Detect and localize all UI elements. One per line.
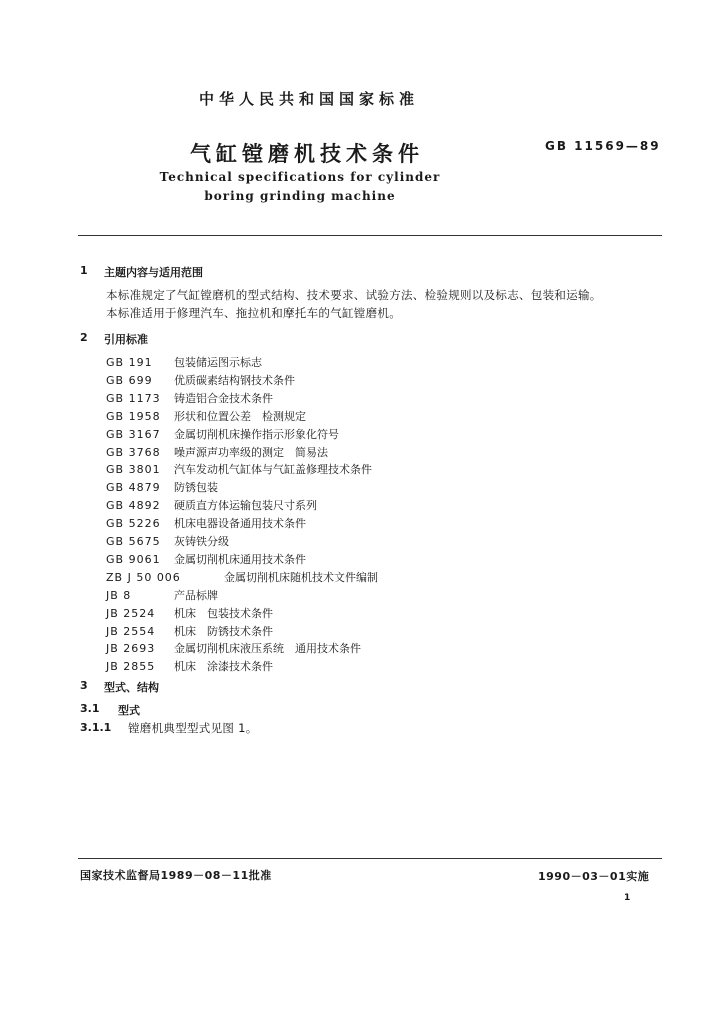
reference-code: GB 3768 bbox=[106, 445, 161, 459]
section-3-1-number: 3.1 bbox=[80, 702, 100, 715]
reference-code: GB 3801 bbox=[106, 463, 161, 477]
reference-item bbox=[106, 640, 361, 656]
section-1-title: 主题内容与适用范围 bbox=[104, 266, 203, 279]
document-title: 气缸镗磨机技术条件 bbox=[190, 142, 424, 166]
reference-code: GB 4892 bbox=[106, 499, 161, 513]
reference-code: GB 3167 bbox=[106, 427, 161, 441]
section-3-1-title: 型式 bbox=[118, 704, 140, 717]
reference-item bbox=[106, 426, 339, 442]
section-1-paragraph-1: 本标准规定了气缸镗磨机的型式结构、技术要求、试验方法、检验规则以及标志、包装和运输。 bbox=[106, 288, 602, 302]
reference-item bbox=[106, 372, 295, 388]
footer-divider bbox=[78, 858, 662, 859]
reference-title: 噪声源声功率级的测定 简易法 bbox=[174, 445, 328, 459]
reference-code: JB 2855 bbox=[106, 660, 156, 674]
reference-title: 金属切削机床通用技术条件 bbox=[174, 552, 306, 566]
effective-date: 1990－03－01实施 bbox=[538, 870, 650, 883]
section-1-number: 1 bbox=[80, 264, 88, 277]
reference-title: 汽车发动机气缸体与气缸盖修理技术条件 bbox=[174, 463, 372, 477]
reference-code: JB 2693 bbox=[106, 642, 156, 656]
reference-code: ZB J 50 006 bbox=[106, 570, 181, 584]
reference-title: 包装储运图示标志 bbox=[174, 356, 262, 369]
issuing-authority-heading: 中华人民共和国国家标准 bbox=[198, 90, 419, 108]
reference-item bbox=[106, 533, 229, 549]
reference-title: 形状和位置公差 检测规定 bbox=[174, 409, 306, 423]
reference-item bbox=[106, 569, 378, 585]
reference-title: 产品标牌 bbox=[174, 588, 218, 602]
reference-item bbox=[106, 551, 306, 567]
reference-title: 金属切削机床液压系统 通用技术条件 bbox=[174, 642, 361, 656]
reference-item bbox=[106, 408, 306, 424]
reference-title: 机床 防锈技术条件 bbox=[174, 624, 273, 638]
reference-code: JB 2554 bbox=[106, 624, 156, 638]
reference-title: 防锈包装 bbox=[174, 481, 218, 495]
reference-item bbox=[106, 658, 273, 674]
reference-code: GB 5226 bbox=[106, 517, 161, 531]
reference-title: 硬质直方体运输包装尺寸系列 bbox=[174, 499, 317, 513]
reference-title: 机床 包装技术条件 bbox=[174, 606, 273, 620]
reference-code: GB 1173 bbox=[106, 391, 161, 405]
header-divider bbox=[78, 235, 662, 236]
section-2-title: 引用标准 bbox=[104, 333, 148, 346]
reference-item bbox=[106, 605, 273, 621]
reference-code: GB 9061 bbox=[106, 552, 161, 566]
section-3-title: 型式、结构 bbox=[104, 681, 159, 694]
section-3-1-1-text: 镗磨机典型型式见图 1。 bbox=[128, 721, 258, 735]
reference-item bbox=[106, 497, 317, 513]
reference-title: 金属切削机床操作指示形象化符号 bbox=[174, 427, 339, 441]
reference-code: GB 1958 bbox=[106, 409, 161, 423]
reference-code: GB 4879 bbox=[106, 481, 161, 495]
reference-title: 铸造铝合金技术条件 bbox=[174, 391, 273, 405]
reference-title: 机床 涂漆技术条件 bbox=[174, 660, 273, 674]
reference-code: GB 191 bbox=[106, 356, 153, 369]
reference-code: GB 5675 bbox=[106, 535, 161, 548]
reference-title: 金属切削机床随机技术文件编制 bbox=[224, 570, 378, 584]
section-2-number: 2 bbox=[80, 331, 88, 344]
section-3-1-1-number: 3.1.1 bbox=[80, 721, 112, 734]
reference-item bbox=[106, 390, 273, 406]
reference-item bbox=[106, 587, 218, 603]
english-title-line-2: boring grinding machine bbox=[204, 189, 396, 203]
reference-item bbox=[106, 461, 372, 477]
reference-title: 灰铸铁分级 bbox=[174, 535, 229, 548]
reference-item bbox=[106, 444, 328, 460]
reference-item bbox=[106, 479, 218, 495]
reference-code: GB 699 bbox=[106, 373, 153, 387]
reference-title: 机床电器设备通用技术条件 bbox=[174, 517, 306, 531]
reference-code: JB 2524 bbox=[106, 606, 156, 620]
reference-item bbox=[106, 623, 273, 639]
reference-item bbox=[106, 354, 262, 370]
section-3-number: 3 bbox=[80, 679, 88, 692]
reference-title: 优质碳素结构钢技术条件 bbox=[174, 373, 295, 387]
section-1-paragraph-2: 本标准适用于修理汽车、拖拉机和摩托车的气缸镗磨机。 bbox=[106, 306, 401, 320]
page-number: 1 bbox=[624, 893, 631, 903]
approval-date: 国家技术监督局1989－08－11批准 bbox=[80, 869, 272, 882]
reference-item bbox=[106, 515, 306, 531]
standard-code: GB 11569—89 bbox=[545, 139, 661, 153]
reference-code: JB 8 bbox=[106, 588, 132, 602]
english-title-line-1: Technical specifications for cylinder bbox=[159, 170, 441, 184]
